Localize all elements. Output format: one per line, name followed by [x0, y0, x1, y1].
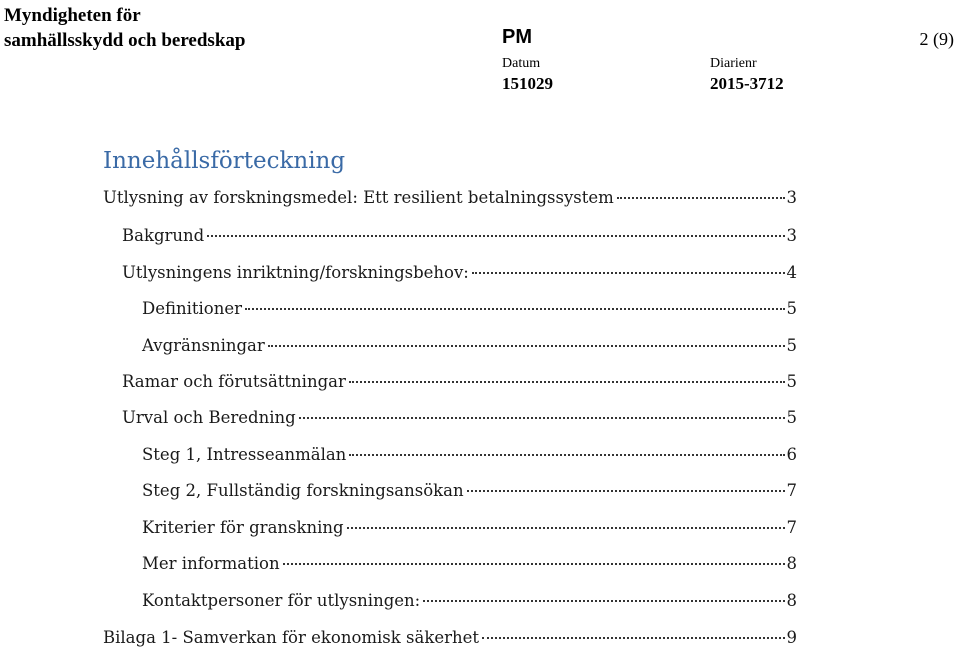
toc-entry-title: Bakgrund — [122, 226, 205, 245]
dot-leader — [268, 345, 785, 347]
toc-entry-title: Utlysningens inriktning/forskningsbehov: — [122, 263, 469, 282]
toc-entry-page: 9 — [786, 628, 797, 647]
toc-entry-page: 5 — [786, 299, 797, 318]
dot-leader — [467, 490, 785, 492]
toc-entry-page: 7 — [786, 481, 797, 500]
toc-entry-page: 5 — [786, 336, 797, 355]
toc-entry[interactable] — [122, 224, 797, 248]
diarienr-label: Diarienr — [710, 56, 757, 71]
dot-leader — [423, 600, 784, 602]
diarienr-value: 2015-3712 — [710, 74, 784, 93]
toc-entry-title: Kriterier för granskning — [142, 518, 344, 537]
dot-leader — [245, 308, 784, 310]
toc-entry[interactable] — [142, 516, 797, 540]
toc-entry[interactable] — [122, 370, 797, 394]
document-type: PM — [502, 26, 532, 48]
toc-entry-page: 5 — [786, 372, 797, 391]
dot-leader — [349, 381, 785, 383]
dot-leader — [347, 527, 785, 529]
toc-entry[interactable] — [142, 334, 797, 358]
toc-entry-title: Steg 2, Fullständig forskningsansökan — [142, 481, 464, 500]
toc-heading: Innehållsförteckning — [103, 148, 346, 174]
toc-entry[interactable] — [142, 297, 797, 321]
organization-name — [4, 3, 245, 53]
toc-entry-title: Kontaktpersoner för utlysningen: — [142, 591, 421, 610]
dot-leader — [283, 563, 785, 565]
toc-entry[interactable] — [142, 479, 797, 503]
toc-entry-title: Bilaga 1- Samverkan för ekonomisk säkerhet — [103, 628, 479, 647]
toc-entry-title: Mer information — [142, 554, 280, 573]
toc-entry-title: Avgränsningar — [142, 336, 265, 355]
toc-entry-title: Utlysning av forskningsmedel: Ett resilient betalningssystem — [103, 188, 614, 207]
dot-leader — [207, 235, 784, 237]
org-line-1: Myndigheten för — [4, 5, 141, 26]
dot-leader — [472, 272, 785, 274]
toc-entry-page: 6 — [786, 445, 797, 464]
toc-entry-page: 3 — [786, 188, 797, 207]
toc-entry-title: Steg 1, Intresseanmälan — [142, 445, 347, 464]
toc-entry[interactable] — [103, 626, 797, 650]
dot-leader — [617, 197, 785, 199]
org-line-2: samhällsskydd och beredskap — [4, 30, 246, 51]
toc-entry-page: 5 — [786, 408, 797, 427]
toc-entry-page: 8 — [786, 554, 797, 573]
datum-value: 151029 — [502, 74, 553, 93]
toc-entry[interactable] — [122, 261, 797, 285]
toc-entry[interactable] — [142, 589, 797, 613]
toc-entry-title: Definitioner — [142, 299, 243, 318]
toc-entry-page: 4 — [786, 263, 797, 282]
page-number: 2 (9) — [919, 29, 954, 49]
dot-leader — [299, 417, 785, 419]
toc-entry[interactable] — [142, 443, 797, 467]
datum-label: Datum — [502, 56, 541, 71]
toc-entry-title: Urval och Beredning — [122, 408, 296, 427]
toc-entry-page: 3 — [786, 226, 797, 245]
toc-entry-page: 7 — [786, 518, 797, 537]
toc-entry[interactable] — [142, 552, 797, 576]
toc-entry[interactable] — [122, 406, 797, 430]
dot-leader — [349, 454, 784, 456]
toc-entry[interactable] — [103, 186, 797, 210]
toc-entry-page: 8 — [786, 591, 797, 610]
toc-entry-title: Ramar och förutsättningar — [122, 372, 346, 391]
dot-leader — [482, 637, 785, 639]
